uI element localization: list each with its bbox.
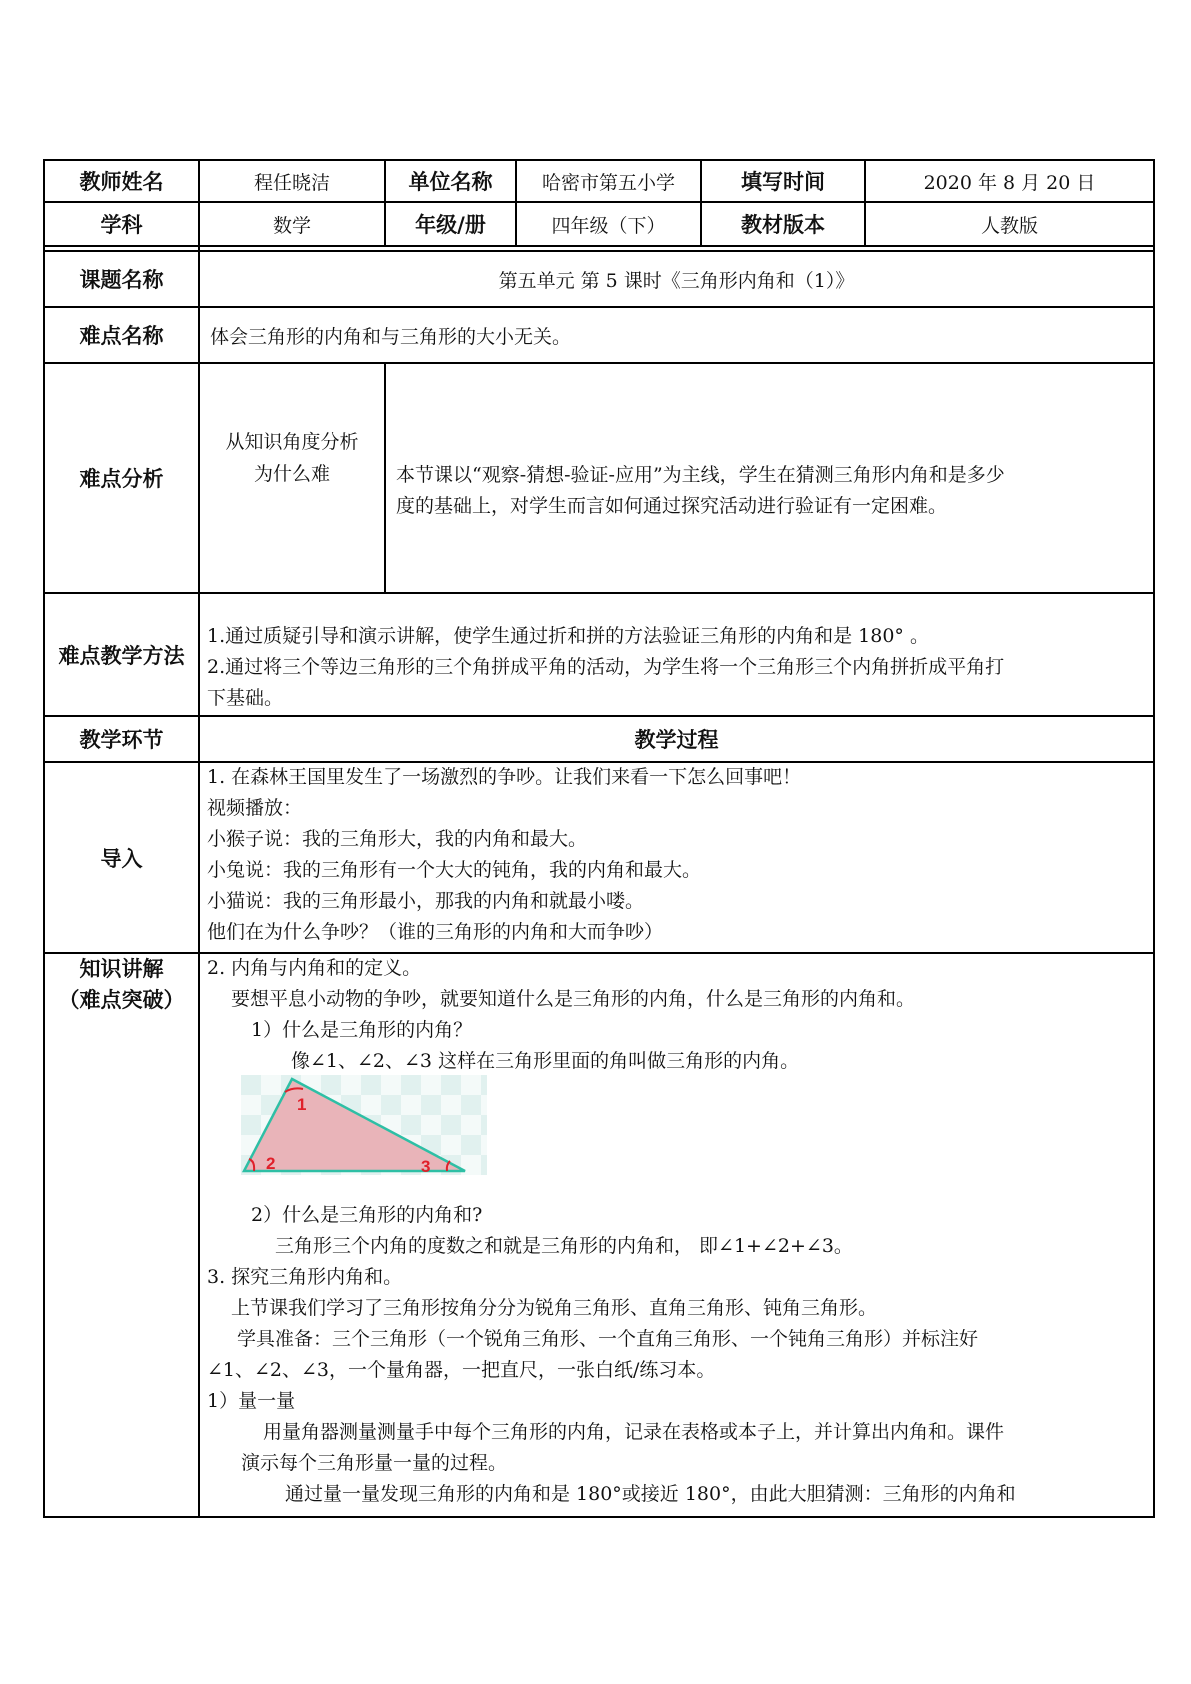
intro-text [207,762,1142,948]
edition-label: 教材版本 [741,213,825,237]
knowledge-line: 1）什么是三角形的内角？ [251,1019,473,1041]
table-border [43,1516,1155,1518]
knowledge-line: 演示每个三角形量一量的过程。 [241,1452,508,1474]
method-label: 难点教学方法 [58,643,185,668]
method-line: 下基础。 [207,687,284,709]
intro-line: 小兔说：我的三角形有一个大大的钝角，我的内角和最大。 [207,859,702,881]
process-step-label: 教学环节 [79,728,164,752]
unit-label: 单位名称 [408,170,493,194]
method-line: 2.通过将三个等边三角形的三个角拼成平角的活动，为学生将一个三角形三个内角拼折成平角打 [207,656,1005,678]
knowledge-line: 通过量一量发现三角形的内角和是 180°或接近 180°，由此大胆猜测：三角形的内角和 [285,1483,1016,1505]
method-text [207,621,1142,714]
intro-line: 1. 在森林王国里发生了一场激烈的争吵。让我们来看一下怎么回事吧！ [207,766,802,788]
knowledge-line: 上节课我们学习了三角形按角分分为锐角三角形、直角三角形、钝角三角形。 [231,1297,878,1319]
date-label: 填写时间 [741,170,825,194]
knowledge-label-line: 知识讲解 [79,957,164,981]
table-border [43,245,1155,247]
subject-value: 数学 [272,214,311,237]
analysis-sublabel-line: 从知识角度分析 [225,431,359,453]
knowledge-line: 学具准备：三个三角形（一个锐角三角形、一个直角三角形、一个钝角三角形）并标注好 [237,1328,979,1350]
intro-line: 小猴子说：我的三角形大，我的内角和最大。 [207,828,588,850]
difficulty-value: 体会三角形的内角和与三角形的大小无关。 [210,325,572,348]
subject-label: 学科 [100,213,143,237]
knowledge-line: 用量角器测量测量手中每个三角形的内角，记录在表格或本子上，并计算出内角和。课件 [263,1421,1005,1443]
unit-value: 哈密市第五小学 [541,171,675,194]
analysis-sublabel [200,364,384,592]
table-border [198,159,200,1518]
method-line: 1.通过质疑引导和演示讲解，使学生通过折和拼的方法验证三角形的内角和是 180° 。 [207,625,929,647]
knowledge-line: 要想平息小动物的争吵，就要知道什么是三角形的内角，什么是三角形的内角和。 [231,988,916,1010]
angle-label-1: 1 [297,1095,307,1114]
knowledge-label-line: （难点突破） [58,988,185,1012]
difficulty-label: 难点名称 [79,324,164,348]
triangle-figure [241,1075,487,1175]
knowledge-line: 三角形三个内角的度数之和就是三角形的内角和， 即∠1+∠2+∠3。 [275,1235,853,1257]
table-border [384,362,386,592]
knowledge-line: 像∠1、∠2、∠3 这样在三角形里面的角叫做三角形的内角。 [291,1050,800,1072]
teacher-value: 程任晓洁 [253,171,330,194]
topic-value: 第五单元 第 5 课时《三角形内角和（1）》 [498,269,855,292]
teacher-label: 教师姓名 [79,170,164,194]
knowledge-text-top [207,953,1142,1077]
intro-line: 小猫说：我的三角形最小，那我的内角和就最小喽。 [207,890,645,912]
topic-label: 课题名称 [79,268,164,292]
analysis-text-line: 本节课以“观察-猜想-验证-应用”为主线，学生在猜测三角形内角和是多少 [396,464,1005,486]
knowledge-line: 2）什么是三角形的内角和? [251,1204,483,1226]
grade-label: 年级/册 [415,213,486,237]
angle-label-3: 3 [421,1157,431,1175]
knowledge-line: 2. 内角与内角和的定义。 [207,957,422,979]
knowledge-line: ∠1、∠2、∠3，一个量角器，一把直尺，一张白纸/练习本。 [207,1359,716,1381]
analysis-text [396,460,1151,522]
table-border [43,592,1155,594]
angle-label-2: 2 [266,1154,276,1173]
analysis-sublabel-line: 为什么难 [253,463,330,485]
date-value: 2020 年 8 月 20 日 [923,171,1096,194]
knowledge-text-bottom [207,1200,1142,1510]
grade-value: 四年级（下） [551,214,666,237]
intro-label: 导入 [100,846,143,871]
process-header: 教学过程 [634,728,719,752]
analysis-label: 难点分析 [79,467,164,491]
edition-value: 人教版 [980,214,1038,237]
intro-line: 他们在为什么争吵？（谁的三角形的内角和大而争吵） [207,921,664,943]
knowledge-line: 3. 探究三角形内角和。 [207,1266,403,1288]
table-border [1153,159,1155,1518]
knowledge-label [45,954,198,1016]
knowledge-line: 1）量一量 [207,1390,296,1412]
intro-line: 视频播放： [207,797,303,819]
analysis-text-line: 度的基础上，对学生而言如何通过探究活动进行验证有一定困难。 [396,495,948,517]
